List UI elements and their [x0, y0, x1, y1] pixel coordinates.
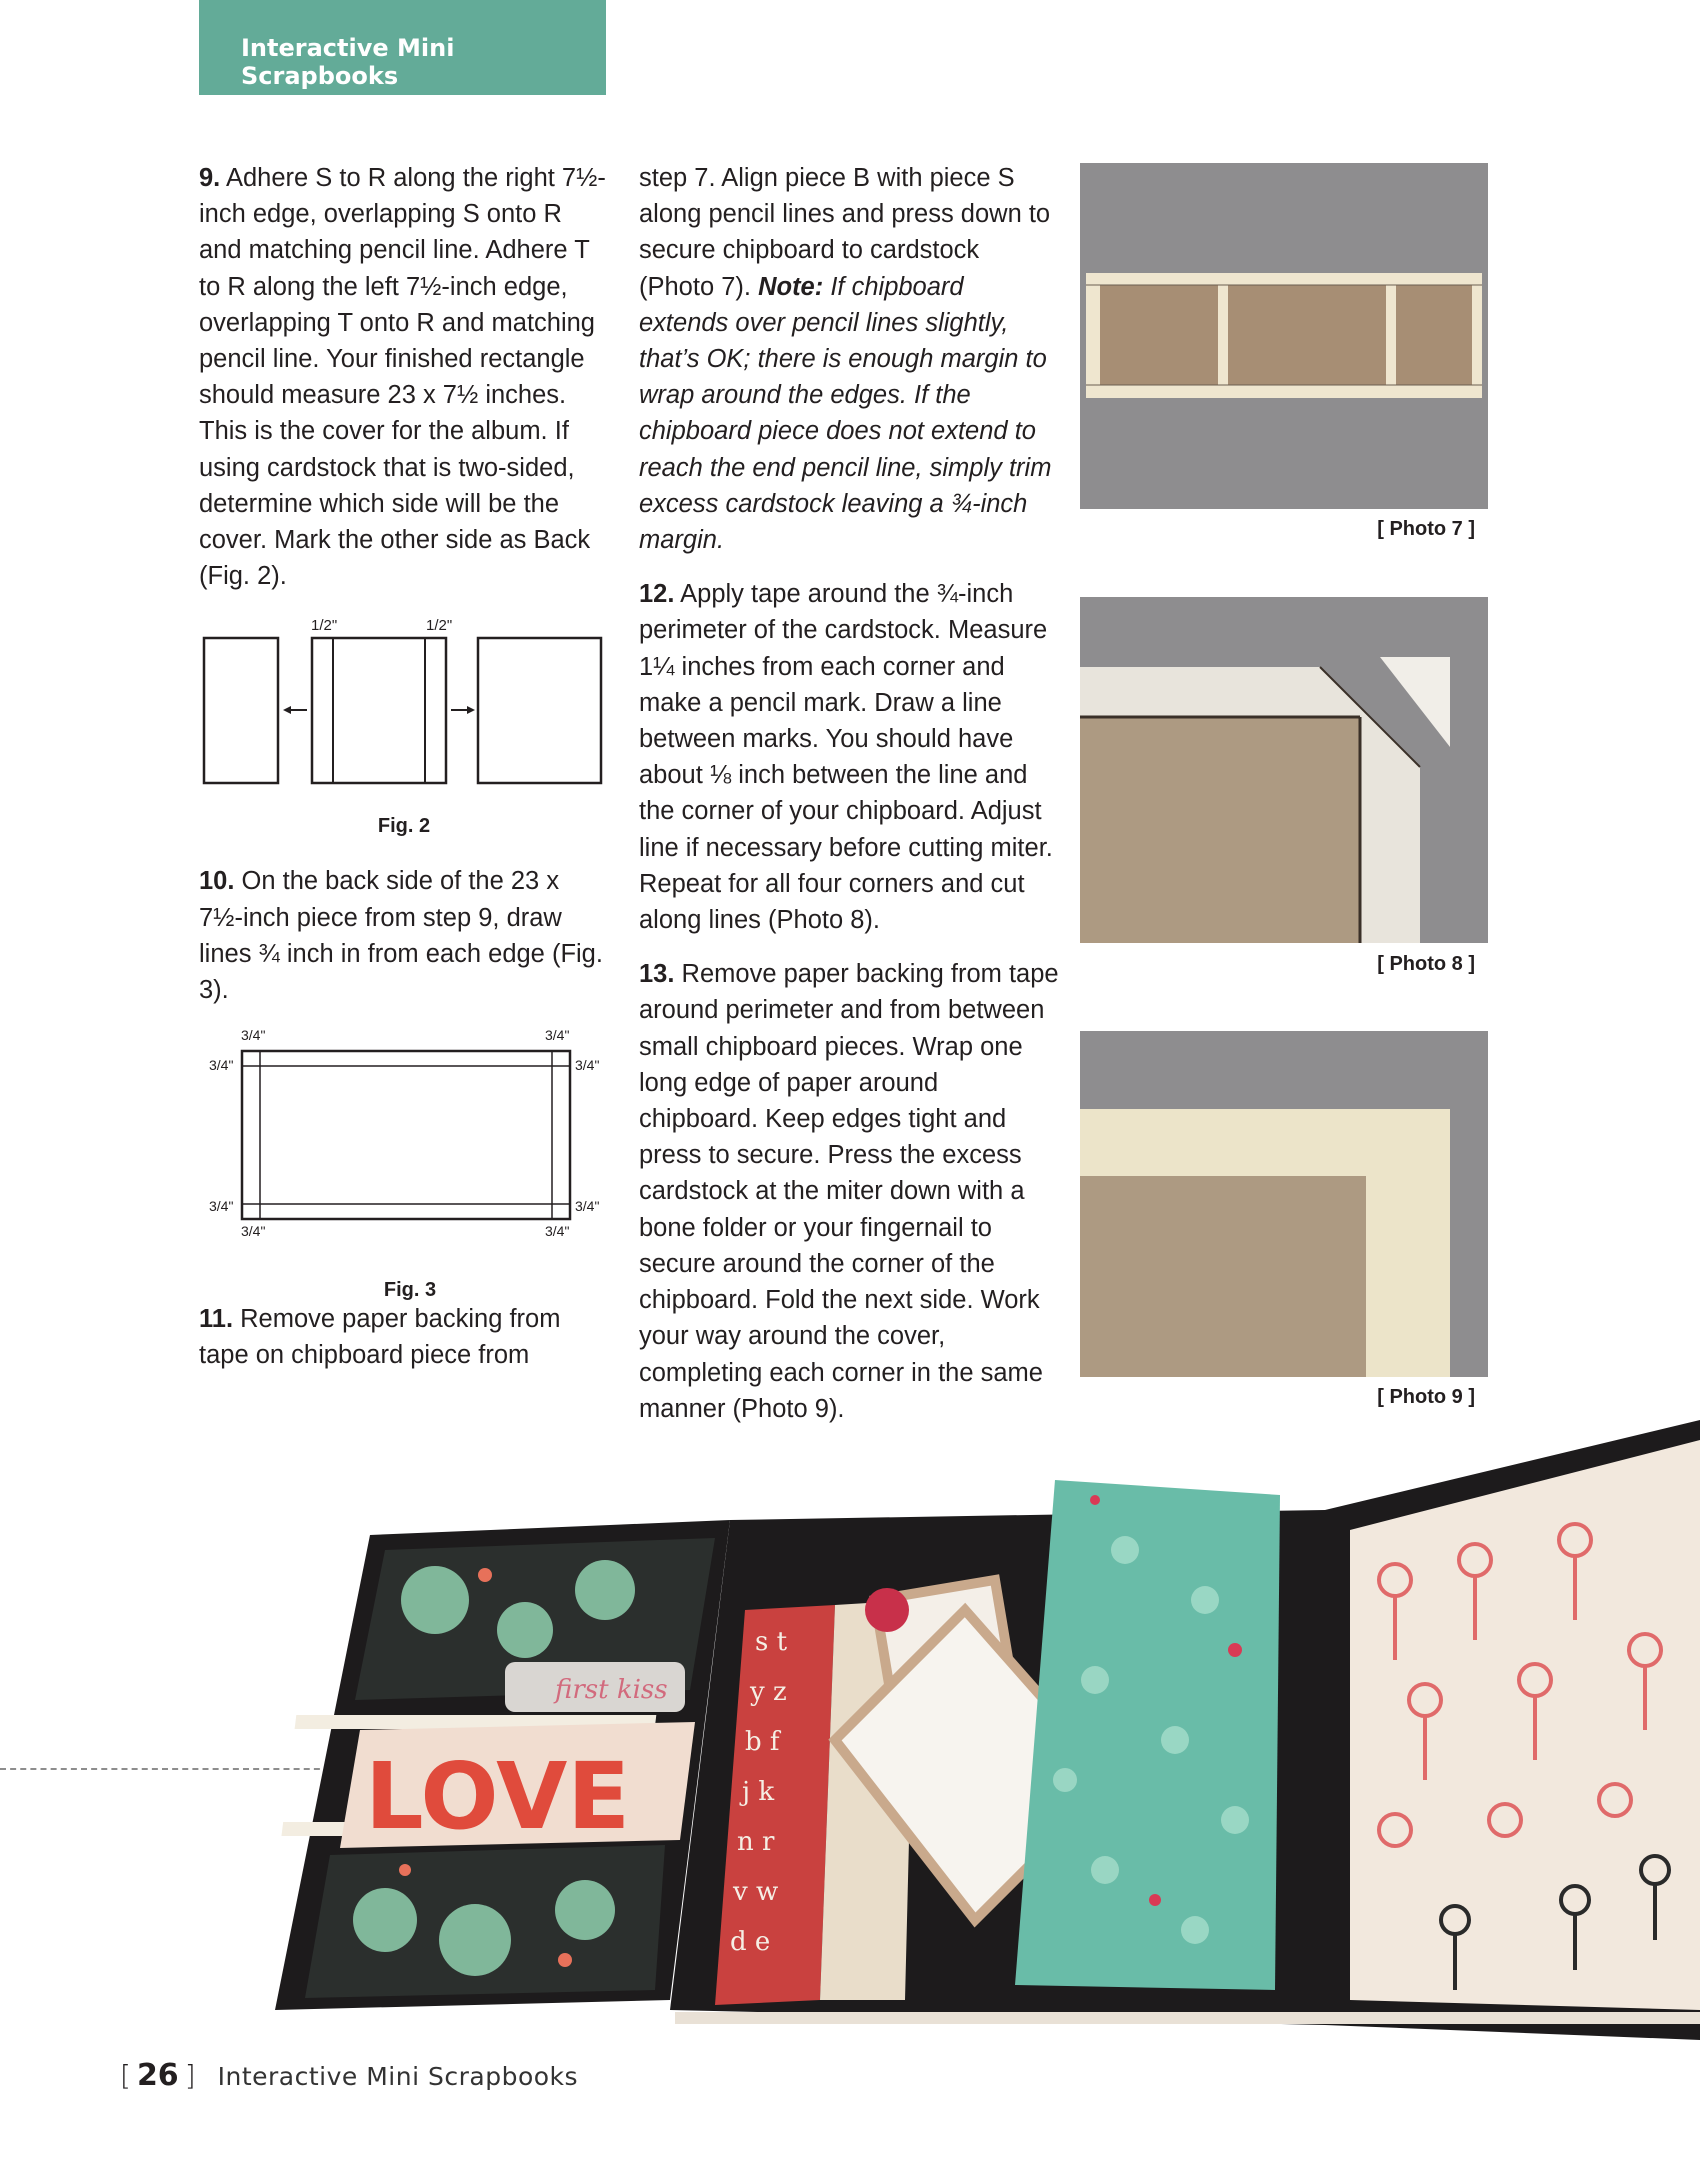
svg-text:j k: j k	[742, 1777, 775, 1807]
footer-bracket-open: [	[120, 2059, 131, 2092]
fig2-half-inch-label: 1/2"	[311, 617, 338, 635]
svg-text:y z: y z	[750, 1677, 787, 1707]
page-number: 26	[136, 2058, 179, 2093]
fig3-label: 3/4"	[545, 1223, 570, 1240]
fig3-label: 3/4"	[209, 1057, 234, 1074]
fig3-label: 3/4"	[209, 1198, 234, 1215]
footer-bracket-close: ]	[184, 2059, 196, 2092]
photo-7	[1080, 163, 1488, 509]
photo-8-image	[1080, 597, 1488, 943]
photo-7-image	[1080, 163, 1488, 509]
step-number: 11.	[199, 1305, 234, 1334]
svg-text:s t: s t	[755, 1627, 788, 1657]
step-text: Adhere S to R along the right 7½-inch edge, overlapping S onto R and matching pencil line. Adhere T to R along the left 7½-inch edge, overlapping T onto R and matching pencil line. Your finished rectangle should measure 23 x 7½ inches. This is the cover for the album. If using cardstock that is two-sided, determine which side will be the cover. Mark the other side as Back (Fig. 2).	[199, 164, 606, 591]
fig2-half-inch-label: 1/2"	[426, 617, 453, 635]
step-number: 13.	[639, 960, 675, 989]
photo-9-caption: [ Photo 9 ]	[1377, 1386, 1475, 1408]
fig3-label: 3/4"	[241, 1223, 266, 1240]
svg-text:b f: b f	[745, 1727, 780, 1757]
footer-book-title: Interactive Mini Scrapbooks	[217, 2062, 579, 2091]
text-column-middle	[639, 160, 1059, 1445]
step-13	[639, 956, 1059, 1427]
step-number: 12.	[639, 580, 675, 609]
photo-7-caption: [ Photo 7 ]	[1377, 518, 1475, 540]
page-footer	[120, 2058, 578, 2093]
fig3-label: 3/4"	[575, 1057, 600, 1074]
step-text: Apply tape around the ¾-inch perimeter of the cardstock. Measure 1¼ inches from each corner and make a pencil mark. Draw a line between marks. You should have about ⅛ inch between the line and the corner of your chipboard. Adjust line if necessary before cutting miter. Repeat for all four corners and cut along lines (Photo 8).	[639, 580, 1053, 935]
step-number: 10.	[199, 867, 235, 896]
note-text: If chipboard extends over pencil lines slightly, that’s OK; there is enough margin to wrap around the edges. If the chipboard piece does not extend to reach the end pencil line, simply trim excess cardstock leaving a ¾-inch margin.	[639, 272, 1052, 555]
step-text: Remove paper backing from tape around perimeter and from between small chipboard pieces. Wrap one long edge of paper around chipboard. Keep edges tight and press to secure. Press the excess cardstock at the miter down with a bone folder or your fingernail to secure around the corner of the chipboard. Fold the next side. Work your way around the cover, completing each corner in the same manner (Photo 9).	[639, 960, 1059, 1423]
fig3-label: 3/4"	[545, 1027, 570, 1044]
figure-3	[199, 1026, 609, 1301]
photo-8	[1080, 597, 1488, 943]
step-number: 9.	[199, 164, 221, 192]
album-photo	[275, 1400, 1700, 2040]
fig3-label: 3/4"	[241, 1027, 266, 1044]
step-text: step 7. Align piece B with piece S along pencil lines and press down to secure chipboard to cardstock (Photo 7).	[639, 164, 1051, 301]
photo-8-caption: [ Photo 8 ]	[1377, 953, 1475, 975]
step-11-continued	[639, 160, 1059, 558]
album-tag-text: first kiss	[555, 1675, 668, 1705]
svg-text:d e: d e	[730, 1927, 771, 1957]
step-12	[639, 576, 1059, 938]
text-column-left	[199, 160, 609, 1392]
album-love-text: LOVE	[365, 1743, 631, 1850]
figure-3-caption: Fig. 3	[383, 1279, 437, 1302]
running-header-tab	[199, 0, 606, 95]
running-header-title: Interactive Mini Scrapbooks	[241, 33, 455, 90]
photo-9	[1080, 1031, 1488, 1377]
figure-2	[199, 608, 609, 863]
step-text: Remove paper backing from tape on chipboard piece from	[199, 1305, 561, 1370]
step-11-start	[199, 1301, 609, 1373]
photo-9-image	[1080, 1031, 1488, 1377]
svg-text:v w: v w	[733, 1877, 779, 1907]
fig3-label: 3/4"	[575, 1198, 600, 1215]
note-label: Note:	[758, 272, 824, 301]
step-text: On the back side of the 23 x 7½-inch piece from step 9, draw lines ¾ inch in from each edge (Fig. 3).	[199, 867, 603, 1005]
step-9	[199, 160, 609, 594]
step-10	[199, 863, 609, 1008]
svg-text:n r: n r	[737, 1827, 775, 1857]
figure-2-diagram	[199, 608, 609, 838]
figure-2-caption: Fig. 2	[377, 815, 431, 838]
figure-3-diagram	[199, 1026, 609, 1266]
